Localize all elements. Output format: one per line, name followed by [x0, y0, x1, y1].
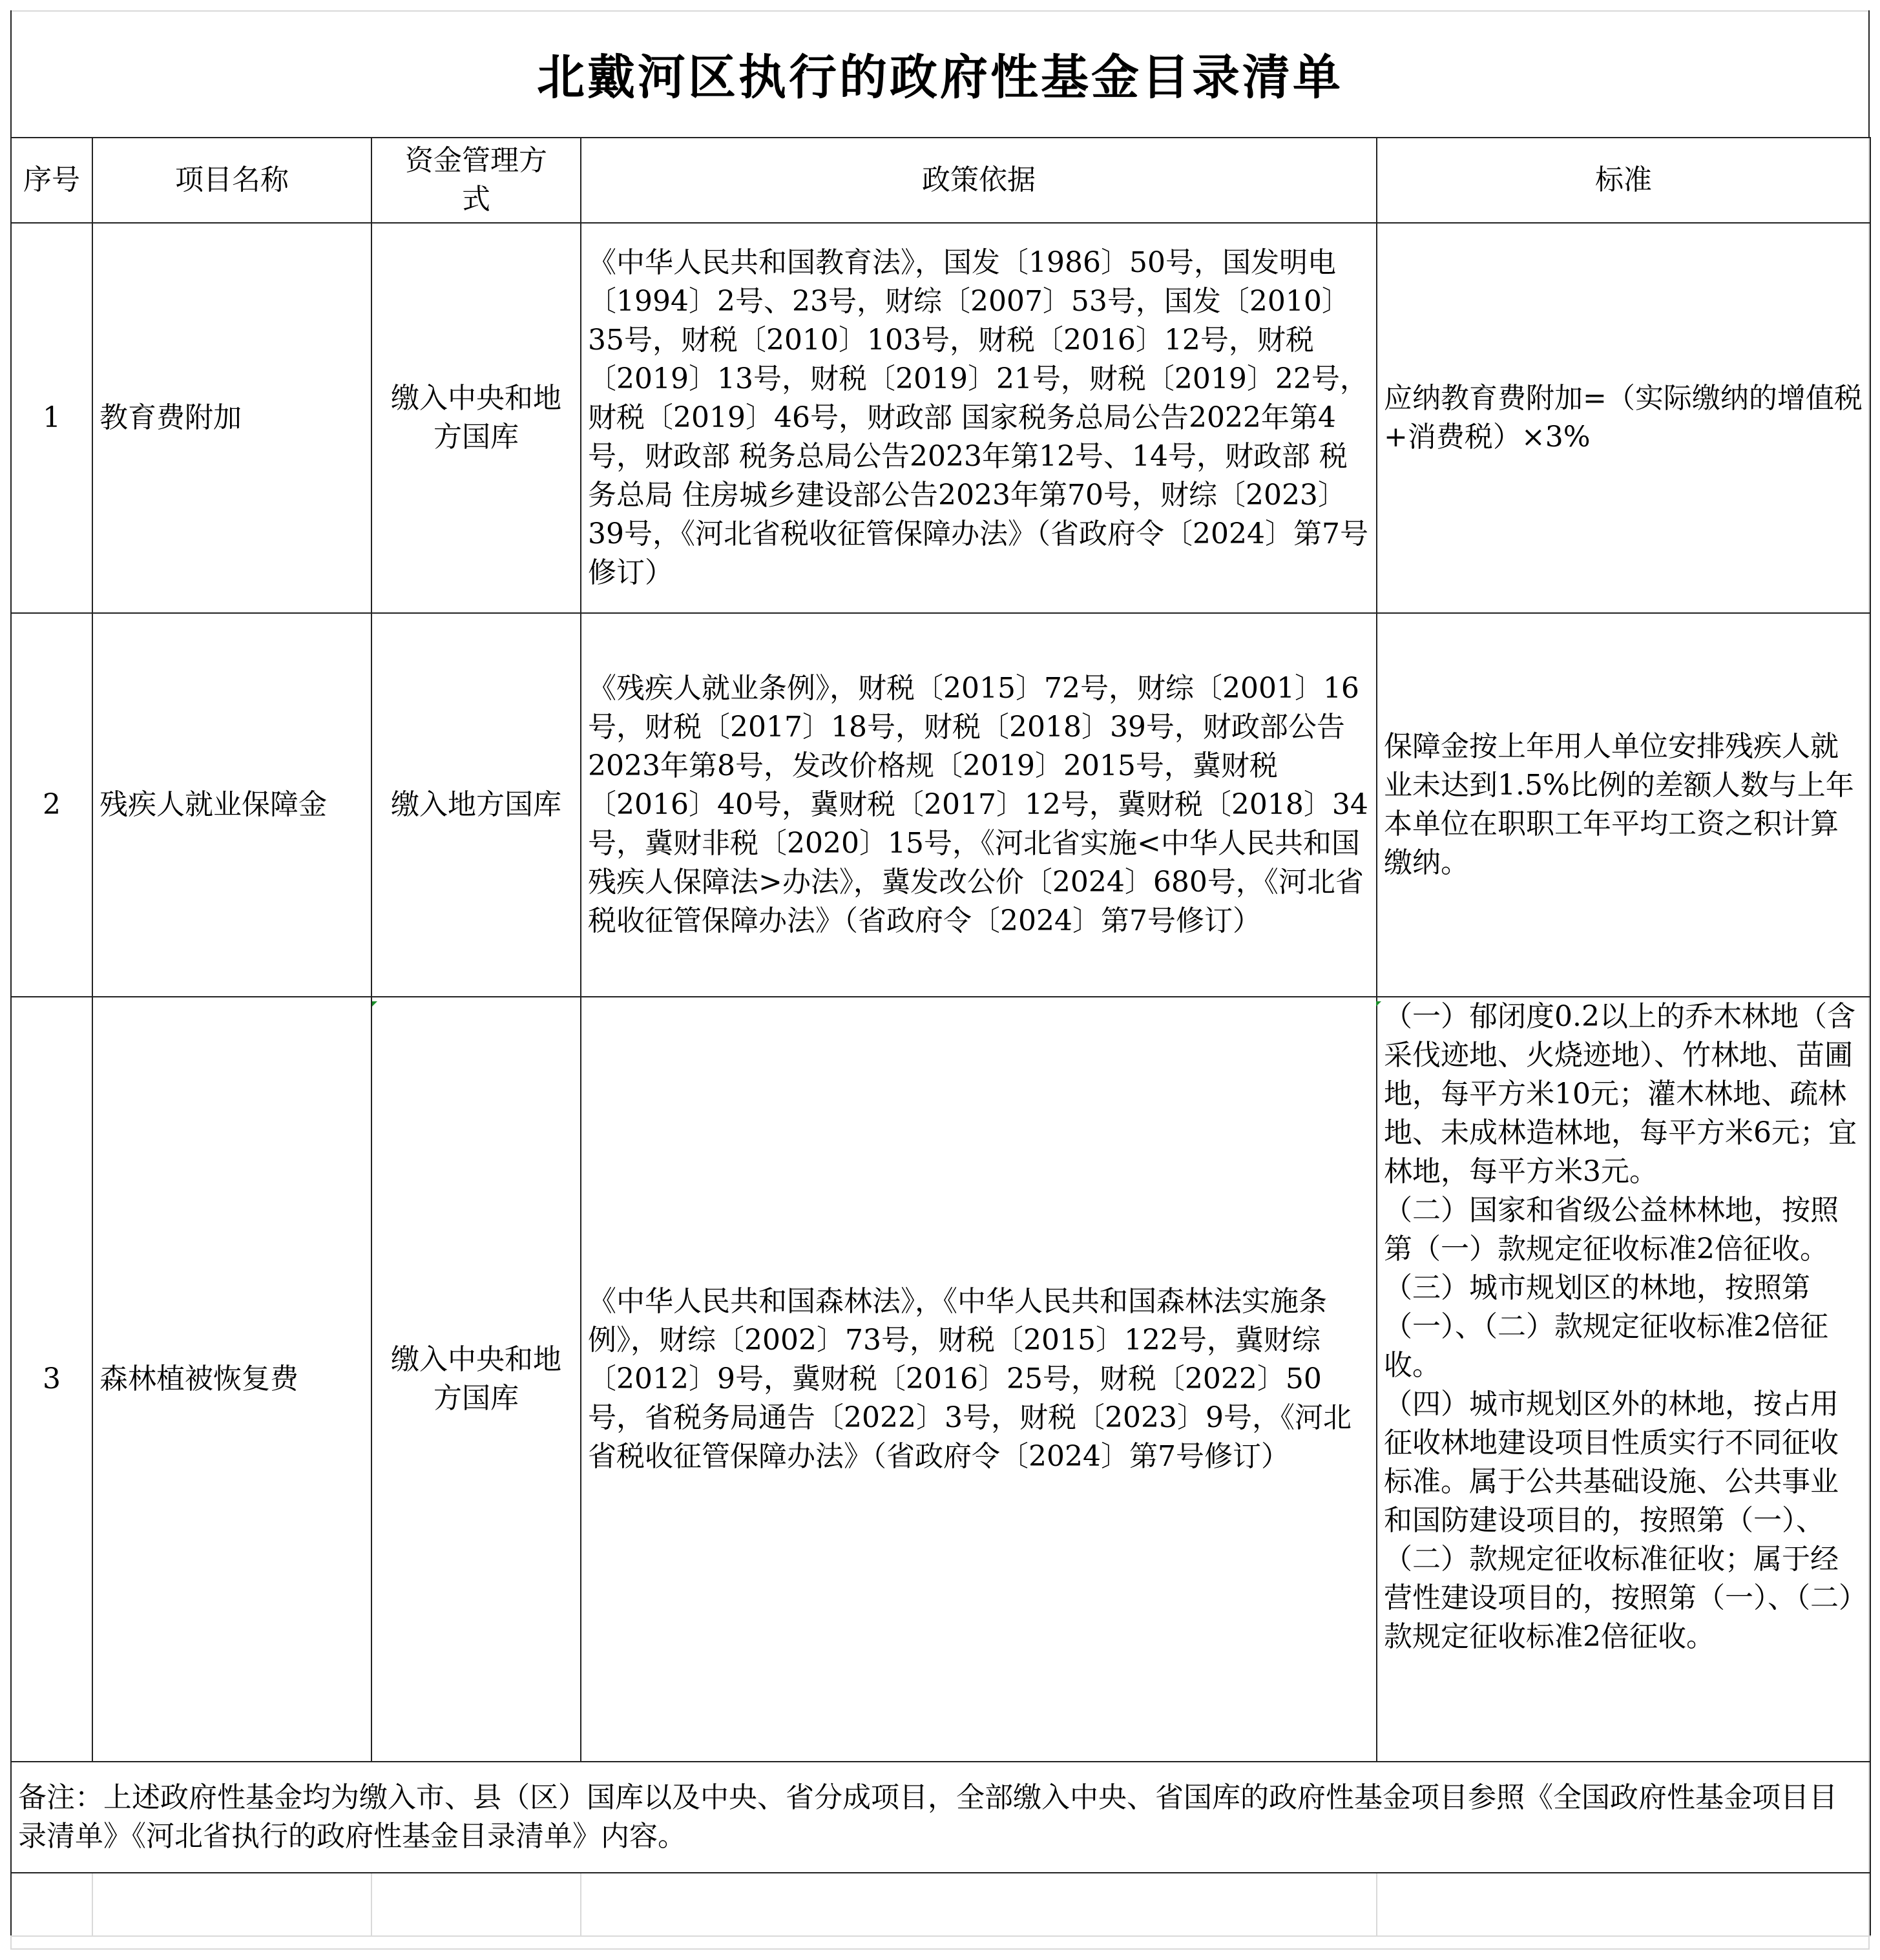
row-no: 1	[11, 223, 92, 613]
header-row	[11, 138, 1870, 223]
page-title: 北戴河区执行的政府性基金目录清单	[537, 50, 1343, 105]
empty-cell	[11, 1873, 92, 1936]
empty-row	[11, 1873, 1870, 1936]
row-mode: 缴入中央和地方国库	[371, 223, 581, 613]
header-standard: 标准	[1377, 138, 1870, 223]
row-basis: 《中华人民共和国森林法》，《中华人民共和国森林法实施条例》，财综〔2002〕73号，财税〔2015〕122号，冀财综〔2012〕9号，冀财税〔2016〕25号，财税〔2022〕50号，省税务局通告〔2022〕3号，财税〔2023〕9号，《河北省税收征管保障办法》（省政府令〔2024〕第7号修订）	[581, 997, 1377, 1762]
row-name: 教育费附加	[92, 223, 371, 613]
table-row	[11, 613, 1870, 997]
header-basis: 政策依据	[581, 138, 1377, 223]
note-row	[11, 1762, 1870, 1873]
row-standard	[1377, 997, 1870, 1762]
row-name: 森林植被恢复费	[92, 997, 371, 1762]
title-band	[10, 10, 1870, 137]
cell-comment-mark	[1376, 1001, 1381, 1006]
fund-table	[10, 137, 1871, 1937]
row-basis: 《中华人民共和国教育法》，国发〔1986〕50号，国发明电〔1994〕2号、23号，财综〔2007〕53号，国发〔2010〕35号，财税〔2010〕103号，财税〔2016〕12号，财税〔2019〕13号，财税〔2019〕21号，财税〔2019〕22号，财税〔2019〕46号，财政部 国家税务总局公告2022年第4号，财政部 税务总局公告2023年第12号、14号，财政部 税务总局 住房城乡建设部公告2023年第70号，财综〔2023〕39号，《河北省税收征管保障办法》（省政府令〔2024〕第7号修订）	[581, 223, 1377, 613]
standard-paragraph: （三）城市规划区的林地，按照第（一）、（二）款规定征收标准2倍征收。	[1384, 1271, 1828, 1382]
header-mode: 资金管理方式	[371, 138, 581, 223]
empty-cell	[1377, 1873, 1870, 1936]
row-no: 2	[11, 613, 92, 997]
row-mode: 缴入中央和地方国库	[371, 997, 581, 1762]
table-row	[11, 223, 1870, 613]
empty-cell	[371, 1873, 581, 1936]
table-row	[11, 997, 1870, 1762]
row-no: 3	[11, 997, 92, 1762]
row-name: 残疾人就业保障金	[92, 613, 371, 997]
row-mode: 缴入地方国库	[371, 613, 581, 997]
row-basis: 《残疾人就业条例》，财税〔2015〕72号，财综〔2001〕16号，财税〔2017〕18号，财税〔2018〕39号，财政部公告2023年第8号，发改价格规〔2019〕2015号，冀财税〔2016〕40号，冀财税〔2017〕12号，冀财税〔2018〕34号，冀财非税〔2020〕15号，《河北省实施<中华人民共和国残疾人保障法>办法》，冀发改公价〔2024〕680号，《河北省税收征管保障办法》（省政府令〔2024〕第7号修订）	[581, 613, 1377, 997]
empty-cell	[92, 1873, 371, 1936]
cell-comment-mark	[372, 1001, 377, 1006]
standard-paragraph: （一）郁闭度0.2以上的乔木林地（含采伐迹地、火烧迹地）、竹林地、苗圃地，每平方米10元；灌木林地、疏林地、未成林造林地，每平方米6元；宜林地，每平方米3元。	[1384, 1000, 1857, 1188]
row-standard: 应纳教育费附加=（实际缴纳的增值税+消费税）×3%	[1377, 223, 1870, 613]
header-no: 序号	[11, 138, 92, 223]
empty-cell	[581, 1873, 1377, 1936]
standard-paragraph: （四）城市规划区外的林地，按占用征收林地建设项目性质实行不同征收标准。属于公共基础设施、公共事业和国防建设项目的，按照第（一）、（二）款规定征收标准征收；属于经营性建设项目的，按照第（一）、（二）款规定征收标准2倍征收。	[1384, 1388, 1853, 1653]
standard-text-clip	[1384, 997, 1863, 1760]
header-name: 项目名称	[92, 138, 371, 223]
standard-paragraph: （二）国家和省级公益林林地，按照第（一）款规定征收标准2倍征收。	[1384, 1194, 1839, 1266]
row-standard: 保障金按上年用人单位安排残疾人就业未达到1.5%比例的差额人数与上年本单位在职职工年平均工资之积计算缴纳。	[1377, 613, 1870, 997]
footnote: 备注：上述政府性基金均为缴入市、县（区）国库以及中央、省分成项目，全部缴入中央、省国库的政府性基金项目参照《全国政府性基金项目目录清单》《河北省执行的政府性基金目录清单》内容。	[11, 1762, 1870, 1873]
